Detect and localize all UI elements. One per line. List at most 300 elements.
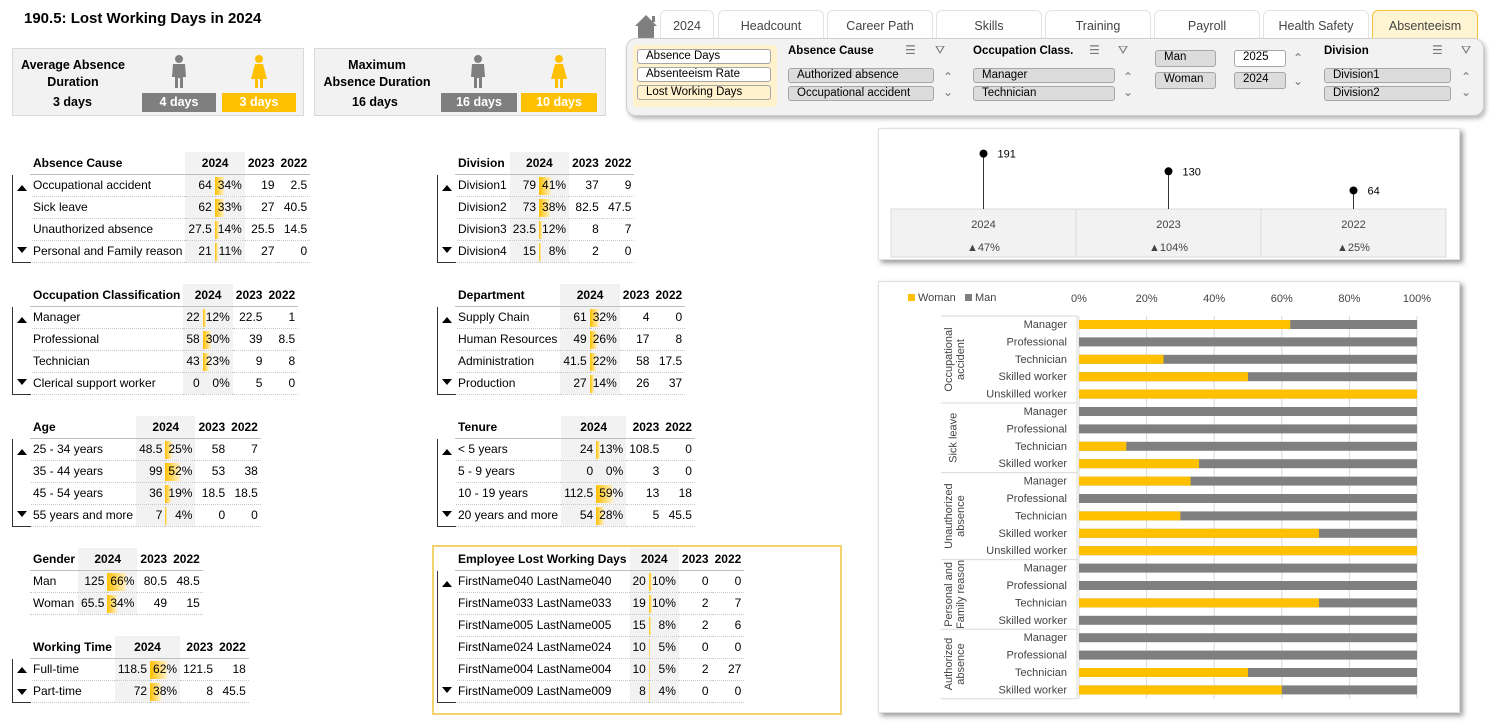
share-value: 62% <box>153 662 178 676</box>
value-2023: 13 <box>626 482 662 504</box>
value-2023: 53 <box>195 460 228 482</box>
row-label: 10 - 19 years <box>455 482 561 504</box>
row-label: Full-time <box>30 658 115 680</box>
value-2022: 45.5 <box>216 680 249 702</box>
value-2024: 62 <box>185 196 214 218</box>
table-title: Tenure <box>455 416 561 438</box>
share-value: 4% <box>658 684 676 698</box>
share-value: 41% <box>542 178 567 192</box>
change-label: ▲104% <box>1148 242 1189 254</box>
working-table <box>30 636 249 703</box>
row-label: Professional <box>30 328 183 350</box>
category-label: Technician <box>1015 597 1067 610</box>
value-2024: 49 <box>560 328 589 350</box>
value-2022: 15 <box>170 592 203 614</box>
table-row <box>30 328 298 350</box>
value-2022: 7 <box>712 592 745 614</box>
page-title: 190.5: Lost Working Days in 2024 <box>24 10 262 27</box>
col-2024: 2024 <box>560 284 619 306</box>
scroll-down-icon[interactable]: ⌄ <box>1461 85 1472 99</box>
value-2022: 9 <box>602 174 635 196</box>
age-table <box>30 416 261 527</box>
share-cell <box>596 504 626 526</box>
clear-filter-icon[interactable]: ⛛ <box>935 43 946 57</box>
value-2024: 61 <box>560 306 589 328</box>
trend-chart-panel <box>878 128 1460 260</box>
col-2023: 2023 <box>620 284 653 306</box>
row-label: FirstName004 LastName004 <box>455 658 630 680</box>
group-label: Occupationalaccident <box>942 327 967 392</box>
share-cell <box>107 592 137 614</box>
share-value: 52% <box>168 464 193 478</box>
share-cell <box>596 438 626 460</box>
bar-man <box>1079 337 1417 346</box>
table-row <box>30 240 310 262</box>
share-bar <box>539 243 541 261</box>
scroll-up-icon[interactable] <box>17 449 27 455</box>
category-label: Technician <box>1015 510 1067 523</box>
cause-table <box>30 152 310 263</box>
bar-man <box>1079 407 1417 416</box>
col-2024: 2024 <box>183 284 232 306</box>
value-2022: 2.5 <box>278 174 311 196</box>
scroll-down-icon[interactable]: ⌄ <box>1293 74 1304 88</box>
tab-health-safety[interactable]: Health Safety <box>1263 10 1369 40</box>
bar-woman <box>1079 355 1164 364</box>
value-2022: 48.5 <box>170 570 203 592</box>
col-2024: 2024 <box>510 152 569 174</box>
value-2022: 14.5 <box>278 218 311 240</box>
share-value: 66% <box>110 574 135 588</box>
bar-woman <box>1079 668 1248 677</box>
value-2024: 7 <box>136 504 165 526</box>
gender-woman[interactable]: Woman <box>1155 72 1216 89</box>
share-value: 10% <box>651 596 676 610</box>
value-2024: 20 <box>630 570 649 592</box>
data-label: 191 <box>997 148 1016 161</box>
share-cell <box>165 482 195 504</box>
value-2022: 0 <box>662 438 695 460</box>
value-2024: 79 <box>510 174 539 196</box>
category-label: Skilled worker <box>998 371 1067 384</box>
table-title: Employee Lost Working Days <box>455 548 630 570</box>
col-2022: 2022 <box>170 548 203 570</box>
value-2024: 112.5 <box>561 482 596 504</box>
share-value: 25% <box>168 442 193 456</box>
row-label: 55 years and more <box>30 504 136 526</box>
bar-woman <box>1079 598 1319 607</box>
value-2023: 0 <box>679 636 712 658</box>
table-row <box>30 196 310 218</box>
share-cell <box>539 174 569 196</box>
col-2022: 2022 <box>652 284 685 306</box>
value-2022: 0 <box>652 306 685 328</box>
table-scrollbar[interactable] <box>437 175 456 263</box>
share-cell <box>596 460 626 482</box>
value-2023: 17 <box>620 328 653 350</box>
row-label: FirstName005 LastName005 <box>455 614 630 636</box>
gender-split-chart-panel <box>878 281 1460 713</box>
row-label: FirstName040 LastName040 <box>455 570 630 592</box>
row-label: Man <box>30 570 78 592</box>
value-2024: 58 <box>183 328 202 350</box>
value-2024: 0 <box>561 460 596 482</box>
value-2024: 10 <box>630 658 649 680</box>
col-2023: 2023 <box>679 548 712 570</box>
division-1[interactable]: Division1 <box>1324 68 1451 83</box>
share-value: 33% <box>217 200 242 214</box>
value-2022: 8 <box>652 328 685 350</box>
value-2023: 0 <box>195 504 228 526</box>
woman-icon <box>549 55 569 89</box>
table-title: Division <box>455 152 510 174</box>
scroll-up-icon[interactable] <box>442 185 452 191</box>
scroll-down-icon[interactable] <box>17 247 27 253</box>
tab-skills[interactable]: Skills <box>936 10 1042 40</box>
table-title: Gender <box>30 548 78 570</box>
bar-man <box>1079 651 1417 660</box>
share-value: 5% <box>658 662 676 676</box>
value-2024: 24 <box>561 438 596 460</box>
lollipop-point <box>980 150 988 158</box>
category-label: Technician <box>1015 353 1067 366</box>
year-2024[interactable]: 2024 <box>1234 72 1286 89</box>
share-cell <box>107 570 137 592</box>
scroll-up-icon[interactable] <box>17 317 27 323</box>
bar-woman <box>1079 390 1417 399</box>
row-label: Technician <box>30 350 183 372</box>
table-scrollbar[interactable] <box>437 307 456 395</box>
bar-woman <box>1079 459 1199 468</box>
value-2024: 72 <box>115 680 150 702</box>
tab-headcount[interactable]: Headcount <box>718 10 824 40</box>
col-2023: 2023 <box>569 152 602 174</box>
share-value: 22% <box>592 354 617 368</box>
division-slicer-title: Division <box>1324 45 1369 57</box>
x-tick-label: 80% <box>1338 293 1361 305</box>
value-2023: 26 <box>620 372 653 394</box>
value-2024: 23.5 <box>510 218 539 240</box>
col-2023: 2023 <box>137 548 170 570</box>
value-2023: 49 <box>137 592 170 614</box>
share-value: 5% <box>658 640 676 654</box>
bar-man <box>1079 633 1417 642</box>
category-label: Professional <box>1006 649 1067 662</box>
man-icon <box>169 55 189 89</box>
category-label: Technician <box>1015 667 1067 679</box>
measure-lost-working-days[interactable]: Lost Working Days <box>637 85 771 100</box>
col-2024: 2024 <box>561 416 626 438</box>
share-value: 34% <box>217 178 242 192</box>
cause-authorized-absence[interactable]: Authorized absence <box>788 68 934 83</box>
share-cell <box>590 328 620 350</box>
value-2022: 18.5 <box>228 482 261 504</box>
row-label: Supply Chain <box>455 306 560 328</box>
division-2[interactable]: Division2 <box>1324 86 1451 101</box>
scroll-down-icon[interactable] <box>17 511 27 517</box>
tab-training[interactable]: Training <box>1045 10 1151 40</box>
clear-filter-icon[interactable]: ⛛ <box>1461 43 1472 57</box>
share-cell <box>165 438 195 460</box>
share-cell <box>150 680 180 702</box>
bar-woman <box>1079 372 1248 381</box>
occupation-manager[interactable]: Manager <box>973 68 1115 83</box>
category-label: Manager <box>1023 319 1067 331</box>
category-label: Professional <box>1006 493 1067 505</box>
share-value: 23% <box>205 354 230 368</box>
scroll-down-icon[interactable] <box>17 379 27 385</box>
table-row <box>455 504 695 526</box>
avg-absence-label: Average Absence Duration <box>21 58 125 89</box>
value-2023: 9 <box>233 350 266 372</box>
legend-swatch-man <box>965 294 972 301</box>
table-scrollbar[interactable] <box>12 175 31 263</box>
table-scrollbar[interactable] <box>12 439 31 527</box>
scroll-down-icon[interactable]: ⌄ <box>1123 85 1134 99</box>
value-2022: 47.5 <box>602 196 635 218</box>
table-scrollbar[interactable] <box>12 659 31 703</box>
table-title: Absence Cause <box>30 152 185 174</box>
row-label: Unauthorized absence <box>30 218 185 240</box>
table-row <box>455 482 695 504</box>
share-value: 26% <box>592 332 617 346</box>
share-cell <box>539 196 569 218</box>
multiselect-icon[interactable]: ☰ <box>1432 43 1443 57</box>
table-row <box>455 372 685 394</box>
table-row <box>30 174 310 196</box>
share-cell <box>590 350 620 372</box>
category-label: Manager <box>1023 562 1067 575</box>
scroll-down-icon[interactable] <box>442 247 452 253</box>
scroll-up-icon[interactable] <box>17 185 27 191</box>
value-2022: 7 <box>228 438 261 460</box>
category-label: Skilled worker <box>998 527 1067 540</box>
share-cell <box>165 504 195 526</box>
division-table <box>455 152 634 263</box>
value-2022: 18 <box>216 658 249 680</box>
share-cell <box>150 658 180 680</box>
value-2022: 37 <box>652 372 685 394</box>
category-label: Manager <box>1023 632 1067 645</box>
table-scrollbar[interactable] <box>12 307 31 395</box>
share-value: 0% <box>605 464 624 478</box>
table-title: Department <box>455 284 560 306</box>
col-2023: 2023 <box>195 416 228 438</box>
row-label: FirstName033 LastName033 <box>455 592 630 614</box>
value-2023: 82.5 <box>569 196 602 218</box>
tab-2024[interactable]: 2024 <box>660 10 714 40</box>
multiselect-icon[interactable]: ☰ <box>1089 43 1100 57</box>
gender-man[interactable]: Man <box>1155 50 1216 67</box>
group-label: Sick leave <box>947 412 960 463</box>
category-label: Skilled worker <box>998 458 1067 471</box>
scroll-up-icon[interactable] <box>442 317 452 323</box>
row-label: Administration <box>455 350 560 372</box>
occupation-technician[interactable]: Technician <box>973 86 1115 101</box>
bar-man <box>1079 424 1417 433</box>
category-label: 2022 <box>1341 219 1366 231</box>
value-2024: 22 <box>183 306 202 328</box>
value-2024: 19 <box>630 592 649 614</box>
group-label: Personal andFamily reason <box>942 559 967 629</box>
home-icon[interactable] <box>632 12 660 40</box>
value-2023: 22.5 <box>233 306 266 328</box>
share-cell <box>165 460 195 482</box>
cause-occupational-accident[interactable]: Occupational accident <box>788 86 934 101</box>
value-2022: 0 <box>278 240 311 262</box>
share-bar <box>165 507 166 525</box>
value-2022: 0 <box>228 504 261 526</box>
category-label: Skilled worker <box>998 614 1067 627</box>
bar-woman <box>1079 529 1319 538</box>
value-2024: 27 <box>560 372 589 394</box>
table-row <box>455 328 685 350</box>
value-2024: 15 <box>630 614 649 636</box>
value-2024: 15 <box>510 240 539 262</box>
value-2023: 80.5 <box>137 570 170 592</box>
value-2024: 8 <box>630 680 649 702</box>
col-2024: 2024 <box>115 636 180 658</box>
bar-woman <box>1079 511 1180 520</box>
x-tick-label: 100% <box>1402 293 1432 305</box>
col-2023: 2023 <box>626 416 662 438</box>
value-2022: 18 <box>662 482 695 504</box>
share-value: 30% <box>205 332 230 346</box>
share-value: 34% <box>110 596 135 610</box>
value-2023: 58 <box>195 438 228 460</box>
measure-absence-days[interactable]: Absence Days <box>637 49 771 64</box>
share-value: 14% <box>592 376 617 390</box>
table-row <box>30 504 261 526</box>
category-label: Skilled worker <box>998 684 1067 697</box>
category-label: Manager <box>1023 475 1067 488</box>
value-2023: 39 <box>233 328 266 350</box>
category-label: Unskilled worker <box>986 545 1067 558</box>
col-2022: 2022 <box>265 284 298 306</box>
row-label: 35 - 44 years <box>30 460 136 482</box>
value-2023: 2 <box>679 658 712 680</box>
category-label: Technician <box>1015 440 1067 453</box>
table-row <box>30 482 261 504</box>
scroll-up-icon[interactable]: ⌃ <box>1293 51 1304 65</box>
tab-career-path[interactable]: Career Path <box>827 10 933 40</box>
year-2025[interactable]: 2025 <box>1234 50 1286 67</box>
row-label: Sick leave <box>30 196 185 218</box>
legend-swatch-woman <box>908 294 915 301</box>
scroll-up-icon[interactable]: ⌃ <box>943 70 954 84</box>
occupation-slicer-title: Occupation Class. <box>973 45 1074 57</box>
scroll-up-icon[interactable]: ⌃ <box>1123 70 1134 84</box>
share-value: 59% <box>599 486 624 500</box>
value-2022: 0 <box>712 636 745 658</box>
measure-absenteeism-rate[interactable]: Absenteeism Rate <box>637 67 771 82</box>
col-2022: 2022 <box>662 416 695 438</box>
row-label: Division2 <box>455 196 510 218</box>
share-bar <box>215 243 218 261</box>
group-label: Unauthorizedabsence <box>942 483 967 549</box>
max-woman-badge: 10 days <box>521 93 597 112</box>
value-2024: 125 <box>78 570 107 592</box>
value-2022: 0 <box>265 372 298 394</box>
share-cell <box>590 372 620 394</box>
value-2022: 8.5 <box>265 328 298 350</box>
tab-payroll[interactable]: Payroll <box>1154 10 1260 40</box>
gender-table <box>30 548 203 615</box>
table-scrollbar[interactable] <box>437 439 456 527</box>
x-tick-label: 20% <box>1135 293 1158 305</box>
scroll-up-icon[interactable] <box>17 667 27 673</box>
stacked-bar-chart <box>879 282 1461 714</box>
bar-woman <box>1079 320 1290 329</box>
bar-woman <box>1079 546 1417 555</box>
value-2023: 5 <box>233 372 266 394</box>
legend-label: Man <box>975 292 997 304</box>
share-cell <box>596 482 626 504</box>
category-label: Unskilled worker <box>986 388 1067 401</box>
table-row <box>30 438 261 460</box>
category-label: Professional <box>1006 580 1067 592</box>
value-2024: 64 <box>185 174 214 196</box>
share-value: 13% <box>599 442 624 456</box>
table-row <box>30 306 298 328</box>
category-label: Manager <box>1023 406 1067 418</box>
table-row <box>30 372 298 394</box>
change-label: ▲25% <box>1337 242 1370 254</box>
clear-filter-icon[interactable]: ⛛ <box>1118 43 1129 57</box>
row-label: 25 - 34 years <box>30 438 136 460</box>
value-2023: 8 <box>180 680 216 702</box>
share-cell <box>215 240 245 262</box>
data-label: 64 <box>1367 185 1380 198</box>
value-2024: 43 <box>183 350 202 372</box>
scroll-up-icon[interactable]: ⌃ <box>1461 70 1472 84</box>
max-absence-value: 16 days <box>352 95 398 109</box>
share-cell <box>203 350 233 372</box>
row-label: Clerical support worker <box>30 372 183 394</box>
value-2022: 40.5 <box>278 196 311 218</box>
value-2022: 0 <box>712 680 745 702</box>
col-2023: 2023 <box>233 284 266 306</box>
scroll-down-icon[interactable] <box>442 379 452 385</box>
tab-absenteeism[interactable]: Absenteeism <box>1372 10 1478 40</box>
share-value: 32% <box>592 310 617 324</box>
value-2023: 3 <box>626 460 662 482</box>
multiselect-icon[interactable]: ☰ <box>905 43 916 57</box>
scroll-down-icon[interactable] <box>442 511 452 517</box>
row-label: Human Resources <box>455 328 560 350</box>
value-2023: 8 <box>569 218 602 240</box>
scroll-down-icon[interactable] <box>17 689 27 695</box>
man-icon <box>468 55 488 89</box>
value-2024: 0 <box>183 372 202 394</box>
value-2022: 0 <box>602 240 635 262</box>
scroll-up-icon[interactable] <box>442 449 452 455</box>
share-value: 14% <box>217 222 242 236</box>
share-cell <box>215 196 245 218</box>
row-label: < 5 years <box>455 438 561 460</box>
value-2023: 18.5 <box>195 482 228 504</box>
share-value: 8% <box>548 244 567 258</box>
row-label: Division1 <box>455 174 510 196</box>
table-row <box>30 350 298 372</box>
table-row <box>455 174 634 196</box>
value-2023: 108.5 <box>626 438 662 460</box>
share-value: 28% <box>599 508 624 522</box>
share-value: 0% <box>212 376 230 390</box>
scroll-down-icon[interactable]: ⌄ <box>943 85 954 99</box>
employee-table-frame <box>432 545 842 715</box>
max-absence-label: Maximum Absence Duration <box>323 58 431 89</box>
